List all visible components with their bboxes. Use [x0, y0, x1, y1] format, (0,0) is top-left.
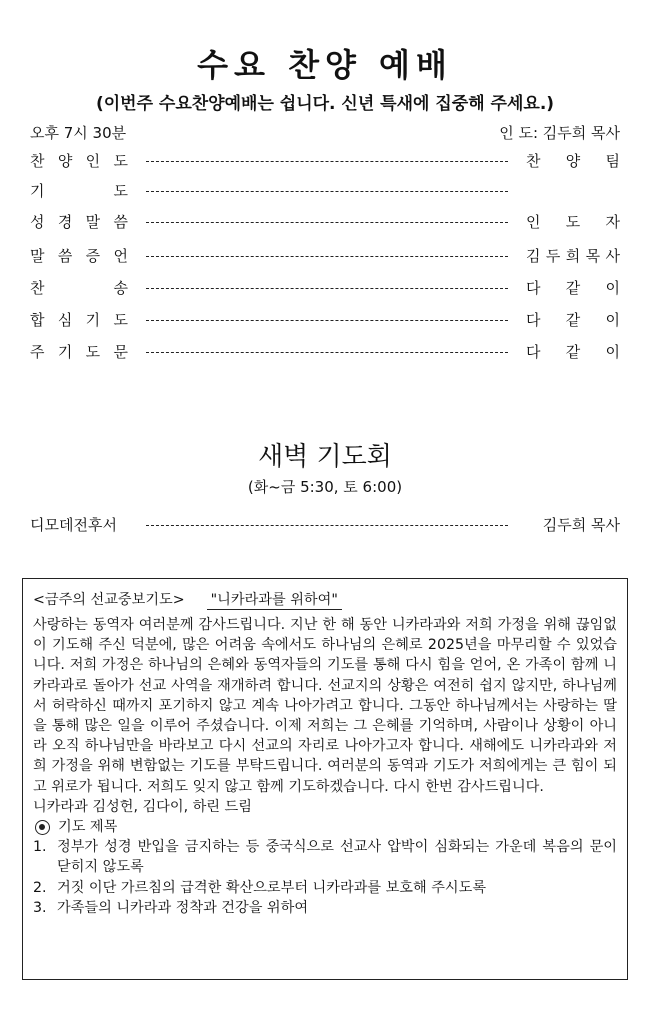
prayer-item [33, 837, 617, 877]
order-row [30, 277, 620, 301]
mission-letter: 사랑하는 동역자 여러분께 감사드립니다. 지난 한 해 동안 니카라과와 저희 가정을 위해 끊임없이 기도해 주신 덕분에, 많은 어려움 속에서도 하나님의 은혜로 2025년을 마무리할 수 있었습니다. 저희 가정은 하나님의 은혜와 동역자들의 기도를 통해 다시 힘을 얻어, 온 가족이 함께 니카라과로 돌아가 선교 사역을 재개하려 합니다. 선교지의 상황은 여전히 쉽지 않지만, 하나님께서 허락하신 때까지 포기하지 않고 계속 나아가려고 합니다. 그동안 하나님께서는 사랑하는 딸을 통해 많은 일을 이루어 주셨습니다. 이제 저희는 그 은혜를 기억하며, 사람이나 상황이 아니라 오직 하나님만을 바라보고 다시 선교의 자리로 나아가고자 합니다. 새해에도 니카라과와 저희 가정을 위해 변함없는 기도를 부탁드립니다. 여러분의 동역과 기도가 저희에게는 큰 힘이 되고 위로가 됩니다. 저희도 잊지 않고 함께 기도하겠습니다. 다시 한번 감사드립니다. [33, 617, 617, 795]
order-row [30, 341, 620, 365]
dawn-scripture: 디모데전후서 [30, 516, 117, 534]
service-notice: (이번주 수요찬양예배는 쉽니다. 신년 특새에 집중해 주세요.) [95, 94, 555, 114]
order-by: 다 같 이 [526, 279, 620, 297]
prayer-text: 거짓 이단 가르침의 급격한 확산으로부터 니카라과를 보호해 주시도록 [57, 879, 487, 896]
service-leader: 인 도: 김두희 목사 [499, 124, 620, 142]
order-label: 찬 양 인 도 [30, 152, 128, 170]
mission-prayer-box [22, 578, 628, 980]
service-time: 오후 7시 30분 [30, 124, 127, 142]
order-label: 말 씀 증 언 [30, 247, 128, 265]
order-row [30, 211, 620, 235]
order-row [30, 309, 620, 333]
dashed-leader-line [146, 320, 508, 321]
dashed-leader-line [146, 161, 508, 162]
mission-topic: "니카라과를 위하여" [207, 591, 342, 610]
dashed-leader-line [146, 525, 508, 526]
dawn-preacher: 김두희 목사 [542, 516, 620, 534]
dawn-prayer-schedule: (화~금 5:30, 토 6:00) [247, 478, 403, 496]
order-label: 주 기 도 문 [30, 343, 128, 361]
order-by: 다 같 이 [526, 343, 620, 361]
prayer-number: 2. [33, 879, 47, 896]
order-by: 인 도 자 [526, 213, 620, 231]
order-label: 합 심 기 도 [30, 311, 128, 329]
prayer-list [33, 837, 617, 918]
order-label: 기 도 [30, 182, 128, 200]
order-by: 다 같 이 [526, 311, 620, 329]
dashed-leader-line [146, 222, 508, 223]
prayer-text: 정부가 성경 반입을 금지하는 등 중국식으로 선교사 압박이 심화되는 가운데 복음의 문이 닫히지 않도록 [57, 839, 617, 876]
prayer-title: 기도 제목 [58, 819, 118, 836]
dashed-leader-line [146, 256, 508, 257]
dashed-leader-line [146, 288, 508, 289]
order-row [30, 180, 620, 204]
dashed-leader-line [146, 352, 508, 353]
prayer-text: 가족들의 니카라과 정착과 건강을 위하여 [57, 899, 309, 916]
dawn-prayer-title: 새벽 기도회 [258, 442, 392, 472]
order-by: 김 두 희 목 사 [526, 247, 620, 265]
bullet-circle-icon [35, 820, 50, 835]
mission-header [33, 587, 617, 613]
mission-signature: 니카라과 김성헌, 김다이, 하린 드림 [33, 798, 252, 815]
order-row [30, 150, 620, 174]
order-row [30, 245, 620, 269]
mission-category: <금주의 선교중보기도> [33, 591, 185, 608]
order-by: 찬 양 팀 [526, 152, 620, 170]
order-label: 찬 송 [30, 279, 128, 297]
order-label: 성 경 말 씀 [30, 213, 128, 231]
prayer-item [33, 898, 617, 918]
prayer-number: 1. [33, 839, 47, 856]
prayer-item [33, 878, 617, 898]
prayer-number: 3. [33, 899, 47, 916]
dawn-prayer-row [30, 514, 620, 538]
dashed-leader-line [146, 191, 508, 192]
service-title: 수요 찬양 예배 [197, 46, 453, 84]
prayer-title-row [33, 817, 617, 837]
